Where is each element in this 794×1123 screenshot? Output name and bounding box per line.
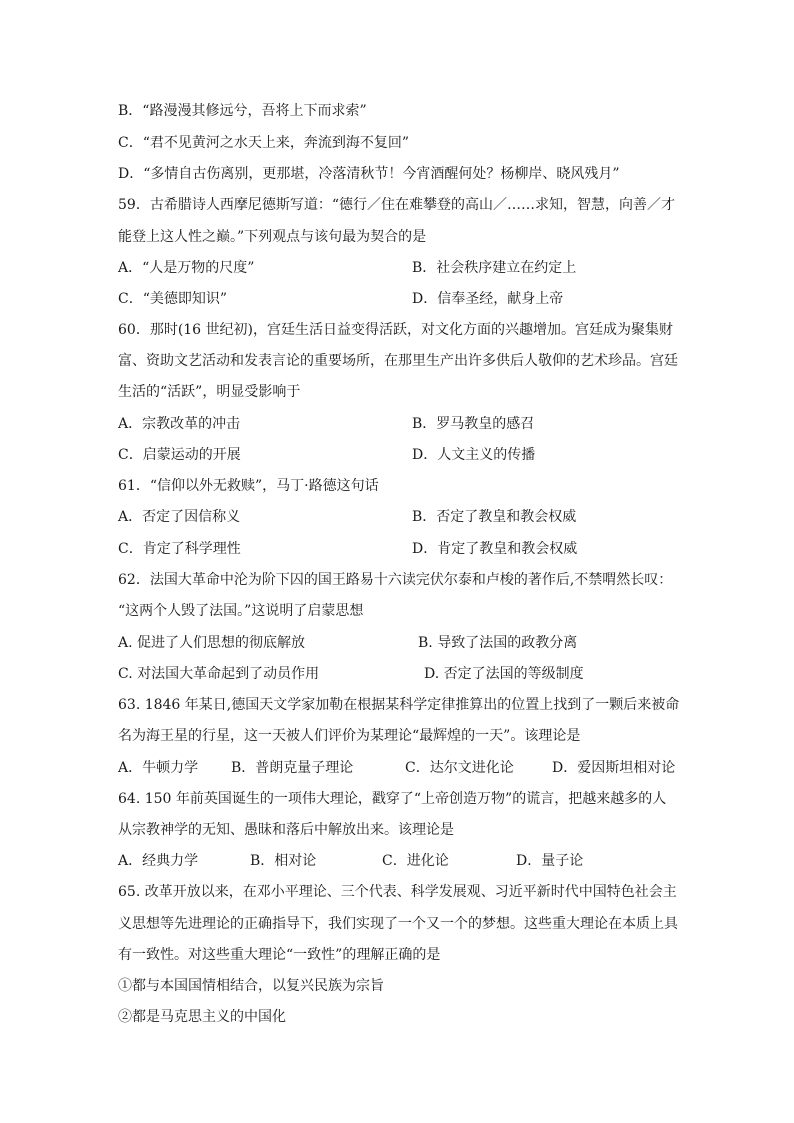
q63-stem-line-2: 名为海王星的行星，这一天被人们评价为某理论“最辉煌的一天”。该理论是 — [118, 728, 581, 744]
q64-option-b: B．相对论 — [250, 853, 317, 869]
q58-option-b: B．“路漫漫其修远兮，吾将上下而求索” — [118, 103, 367, 119]
q61-option-b: B．否定了教皇和教会权威 — [412, 509, 577, 525]
q65-item-2: ②都是马克思主义的中国化 — [118, 1009, 286, 1025]
q63-option-d: D．爱因斯坦相对论 — [552, 760, 676, 776]
q60-option-c: C．启蒙运动的开展 — [118, 447, 241, 463]
q59-option-d: D．信奉圣经，献身上帝 — [412, 291, 564, 307]
q63-option-c: C．达尔文进化论 — [405, 760, 514, 776]
q59-option-b: B．社会秩序建立在约定上 — [412, 260, 577, 276]
q62-stem-line-1: 62．法国大革命中沦为阶下囚的国王路易十六读完伏尔泰和卢梭的著作后,不禁喟然长叹： — [118, 572, 673, 588]
q64-option-a: A．经典力学 — [118, 853, 199, 869]
q62-option-d: D. 否定了法国的等级制度 — [424, 666, 584, 682]
q62-option-c: C. 对法国大革命起到了动员作用 — [118, 666, 320, 682]
q58-option-d: D．“多情自古伤离别，更那堪，冷落清秋节！今宵酒醒何处？杨柳岸、晓风残月” — [118, 166, 620, 182]
q60-stem-line-1: 60．那时(16 世纪初)，宫廷生活日益变得活跃，对文化方面的兴趣增加。宫廷成为聚集财 — [118, 322, 674, 338]
q65-item-1: ①都与本国国情相结合，以复兴民族为宗旨 — [118, 978, 384, 994]
q60-stem-line-3: 生活的“活跃”，明显受影响于 — [118, 384, 301, 400]
q63-option-a: A．牛顿力学 — [118, 760, 199, 776]
q63-stem-line-1: 63. 1846 年某日,德国天文学家加勒在根据某科学定律推算出的位置上找到了一颗后来被命 — [118, 697, 680, 713]
q60-stem-line-2: 富、资助文艺活动和发表言论的重要场所，在那里生产出许多供后人敬仰的艺术珍品。宫廷 — [118, 353, 678, 369]
q65-stem-line-3: 有一致性。对这些重大理论“一致性”的理解正确的是 — [118, 947, 441, 963]
q65-stem-line-1: 65. 改革开放以来，在邓小平理论、三个代表、科学发展观、习近平新时代中国特色社会主 — [118, 884, 677, 900]
q61-option-a: A．否定了因信称义 — [118, 509, 241, 525]
q62-option-a: A. 促进了人们思想的彻底解放 — [118, 635, 306, 651]
q64-stem-line-2: 从宗教神学的无知、愚昧和落后中解放出来。该理论是 — [118, 822, 454, 838]
q58-option-c: C．“君不见黄河之水天上来，奔流到海不复回” — [118, 135, 410, 151]
q61-option-d: D．肯定了教皇和教会权威 — [412, 541, 578, 557]
q62-stem-line-2: “这两个人毁了法国。”这说明了启蒙思想 — [118, 603, 364, 619]
q63-option-b: B．普朗克量子理论 — [231, 760, 354, 776]
q64-option-d: D．量子论 — [516, 853, 584, 869]
q61-stem-line-1: 61．“信仰以外无救赎”，马丁·路德这句话 — [118, 478, 379, 494]
q62-option-b: B. 导致了法国的政教分离 — [418, 635, 578, 651]
q59-stem-line-1: 59．古希腊诗人西摩尼德斯写道：“德行／住在难攀登的高山／……求知，智慧，向善／才 — [118, 197, 675, 213]
q59-option-a: A．“人是万物的尺度” — [118, 260, 255, 276]
q64-stem-line-1: 64. 150 年前英国诞生的一项伟大理论，戳穿了“上帝创造万物”的谎言，把越来越多的人 — [118, 791, 667, 807]
q61-option-c: C．肯定了科学理性 — [118, 541, 241, 557]
q60-option-b: B．罗马教皇的感召 — [412, 416, 535, 432]
q59-stem-line-2: 能登上这人性之巅。”下列观点与该句最为契合的是 — [118, 229, 427, 245]
q65-stem-line-2: 义思想等先进理论的正确指导下，我们实现了一个又一个的梦想。这些重大理论在本质上具 — [118, 916, 678, 932]
q60-option-d: D．人文主义的传播 — [412, 447, 536, 463]
q64-option-c: C．进化论 — [382, 853, 449, 869]
q59-option-c: C．“美德即知识” — [118, 291, 228, 307]
q60-option-a: A．宗教改革的冲击 — [118, 416, 241, 432]
